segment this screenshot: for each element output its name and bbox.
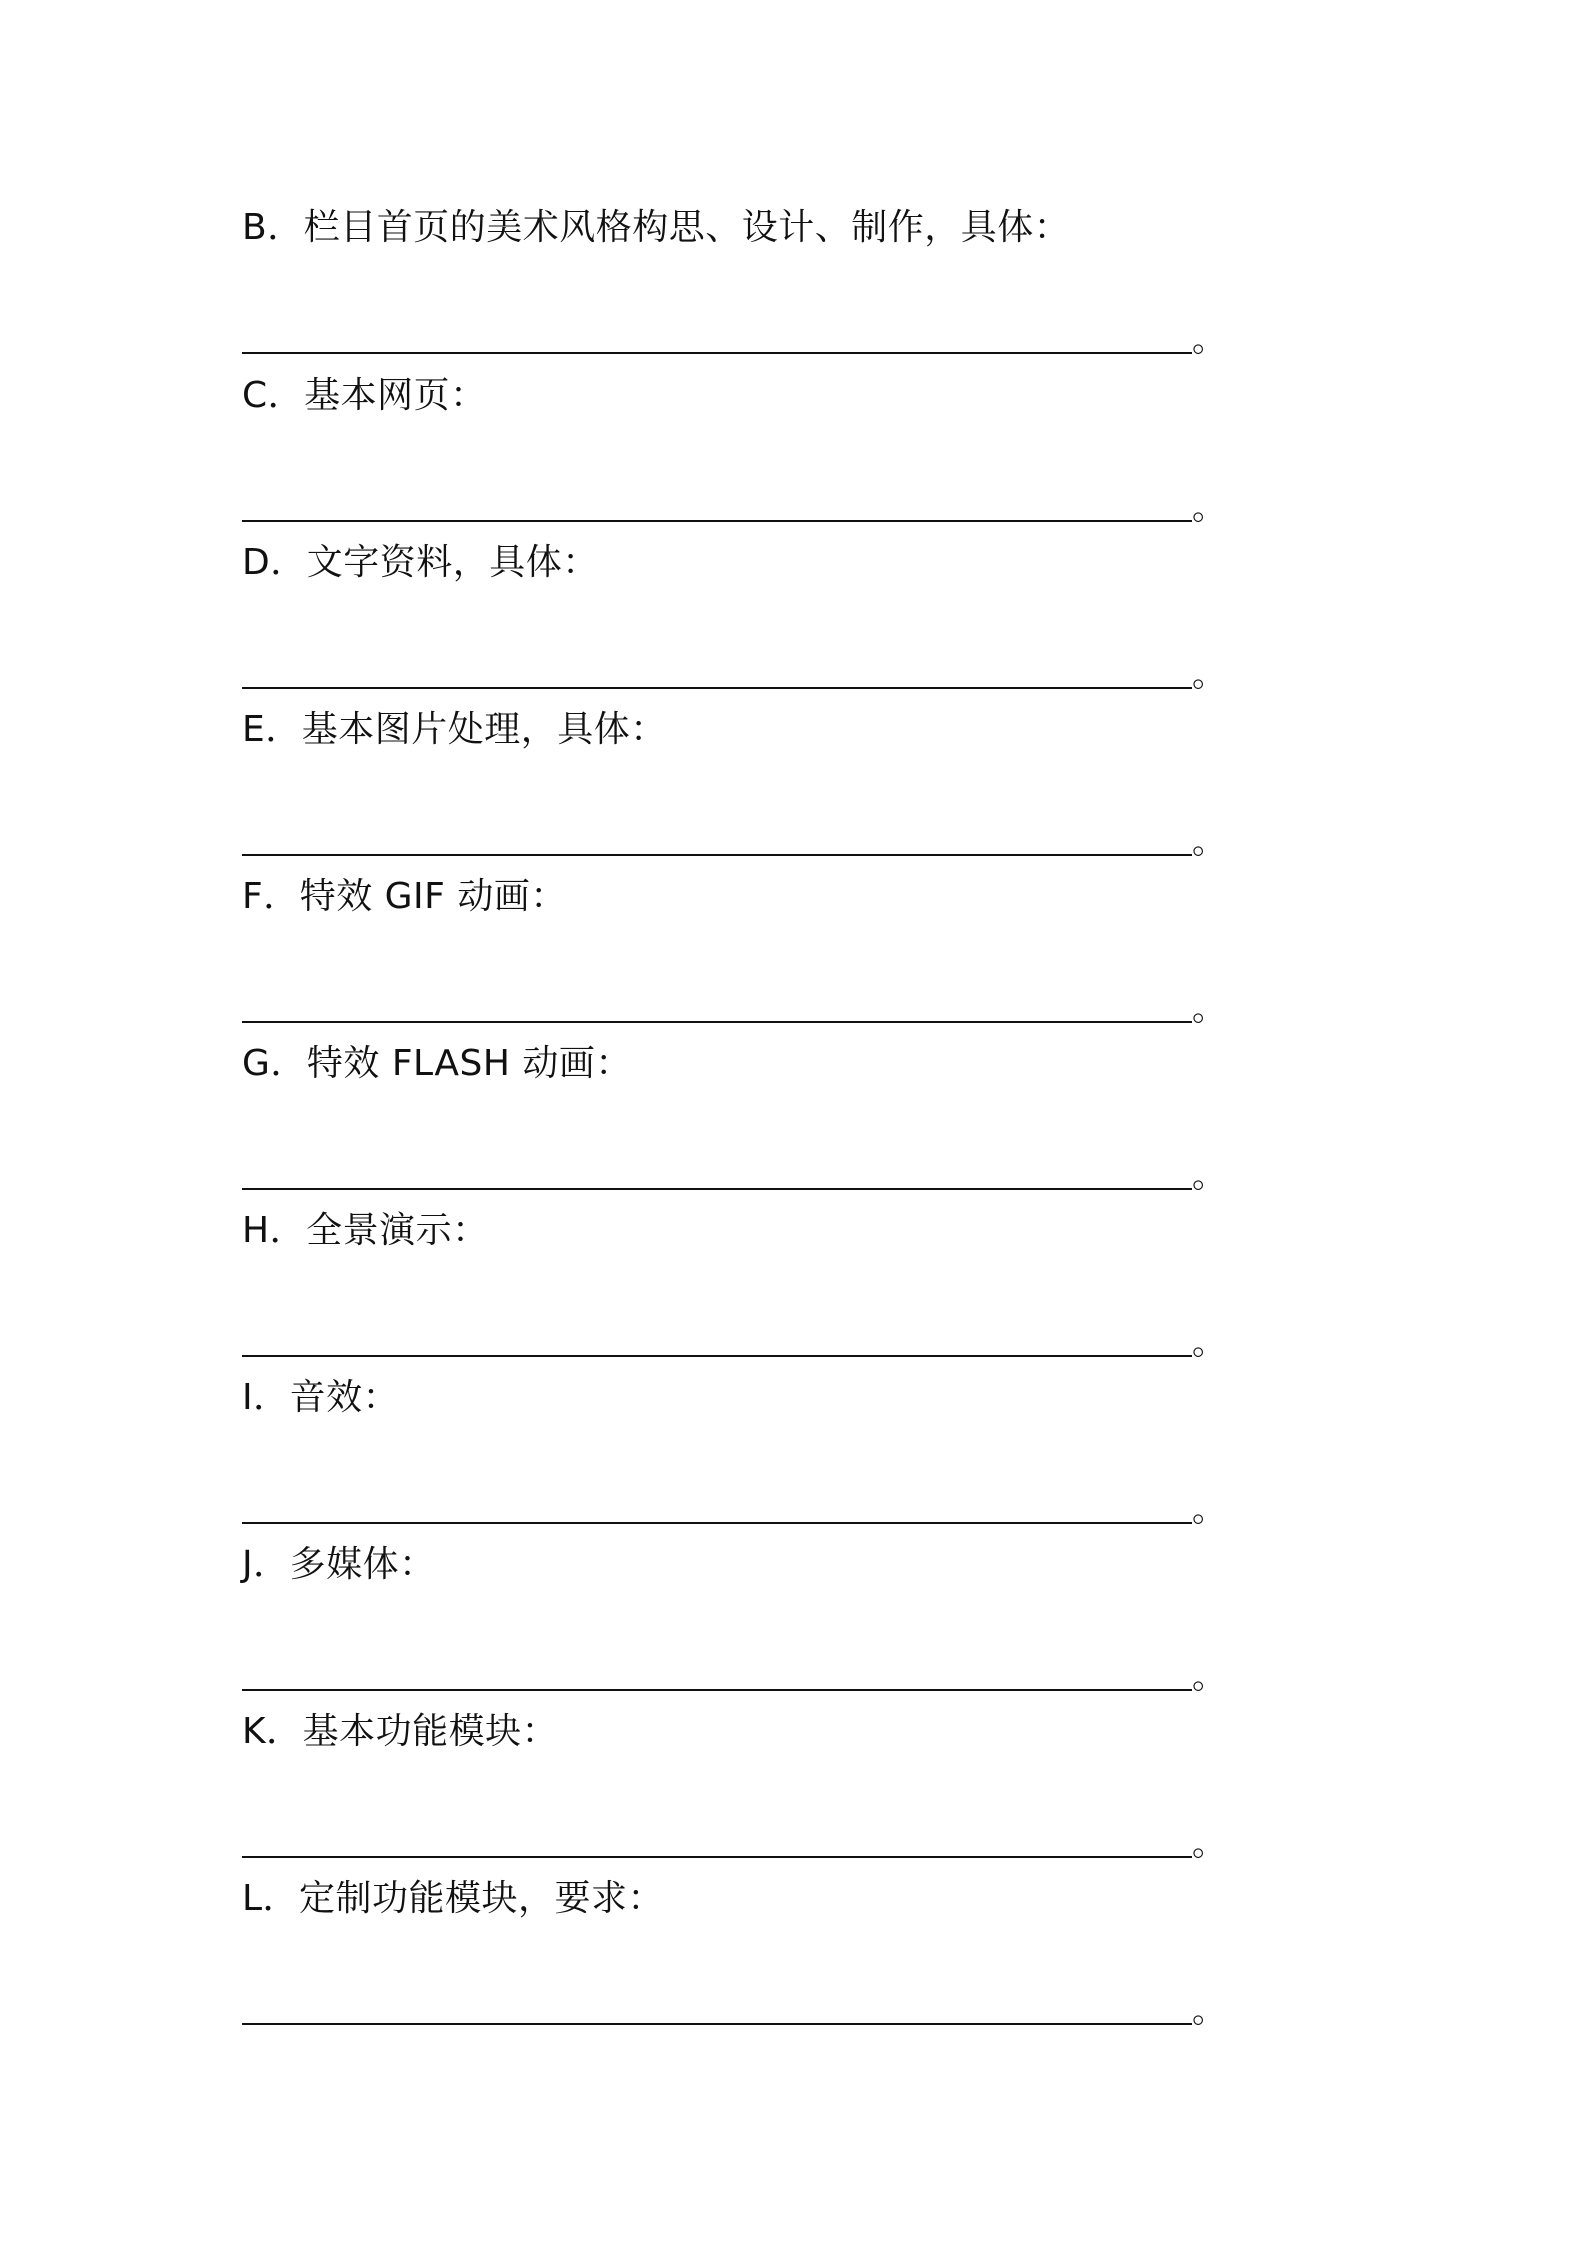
item-label: F．特效 GIF 动画： — [242, 876, 567, 917]
form-item-k — [242, 1710, 1242, 1864]
underline — [242, 1689, 1192, 1691]
underline — [242, 2023, 1192, 2025]
answer-blank[interactable] — [242, 314, 1226, 360]
end-mark: 。 — [1192, 1824, 1226, 1864]
form-item-h — [242, 1209, 1242, 1363]
underline — [242, 687, 1192, 689]
answer-blank[interactable] — [242, 1317, 1226, 1363]
answer-blank[interactable] — [242, 1818, 1226, 1864]
end-mark: 。 — [1192, 320, 1226, 360]
underline — [242, 1856, 1192, 1858]
end-mark: 。 — [1192, 488, 1226, 528]
item-label: D．文字资料，具体： — [242, 542, 599, 583]
answer-blank[interactable] — [242, 482, 1226, 528]
item-label: G．特效 FLASH 动画： — [242, 1043, 632, 1084]
form-item-b — [242, 206, 1242, 360]
item-label: K．基本功能模块： — [242, 1711, 559, 1752]
form-item-f — [242, 875, 1242, 1029]
answer-blank[interactable] — [242, 1651, 1226, 1697]
item-label: B．栏目首页的美术风格构思、设计、制作，具体： — [242, 207, 1071, 248]
item-label: E．基本图片处理，具体： — [242, 709, 667, 750]
answer-blank[interactable] — [242, 649, 1226, 695]
form-item-c — [242, 374, 1242, 528]
end-mark: 。 — [1192, 989, 1226, 1029]
underline — [242, 520, 1192, 522]
end-mark: 。 — [1192, 1657, 1226, 1697]
form-item-g — [242, 1042, 1242, 1196]
end-mark: 。 — [1192, 1991, 1226, 2031]
underline — [242, 1188, 1192, 1190]
end-mark: 。 — [1192, 822, 1226, 862]
form-item-e — [242, 708, 1242, 862]
end-mark: 。 — [1192, 1323, 1226, 1363]
item-label: H．全景演示： — [242, 1210, 489, 1251]
underline — [242, 352, 1192, 354]
underline — [242, 1522, 1192, 1524]
answer-blank[interactable] — [242, 1484, 1226, 1530]
form-item-j — [242, 1543, 1242, 1697]
answer-blank[interactable] — [242, 1150, 1226, 1196]
item-label: J．多媒体： — [242, 1544, 436, 1585]
answer-blank[interactable] — [242, 983, 1226, 1029]
form-item-i — [242, 1376, 1242, 1530]
item-label: I．音效： — [242, 1377, 400, 1418]
answer-blank[interactable] — [242, 816, 1226, 862]
end-mark: 。 — [1192, 1156, 1226, 1196]
form-item-d — [242, 541, 1242, 695]
item-label: C．基本网页： — [242, 375, 487, 416]
underline — [242, 1355, 1192, 1357]
underline — [242, 1021, 1192, 1023]
answer-blank[interactable] — [242, 1985, 1226, 2031]
item-label: L．定制功能模块，要求： — [242, 1878, 665, 1919]
end-mark: 。 — [1192, 655, 1226, 695]
underline — [242, 854, 1192, 856]
end-mark: 。 — [1192, 1490, 1226, 1530]
form-item-l — [242, 1877, 1242, 2031]
